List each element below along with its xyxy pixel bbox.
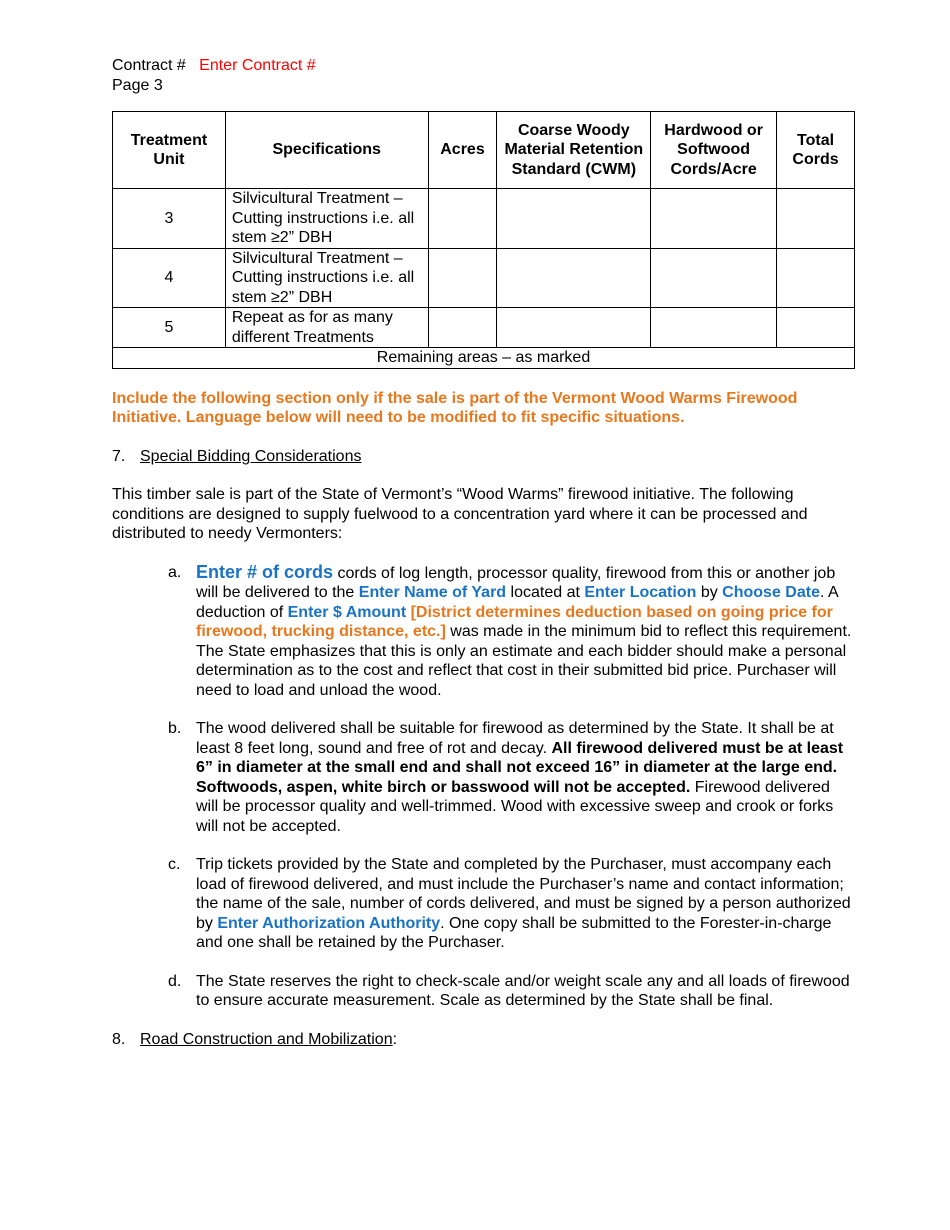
item-marker: d. [168,972,182,990]
cell-total-cords[interactable] [777,189,855,249]
item-marker: a. [168,563,182,581]
table-row [113,308,855,348]
col-header-total-cords: Total Cords [777,112,855,189]
cell-cords-per-acre[interactable] [651,248,777,308]
authorization-authority-field[interactable]: Enter Authorization Authority [217,914,441,932]
item-text: was made in the minimum bid to reflect this requirement. The State emphasizes that this is only an estimate and each bidder should make a personal determination as to the cost and reflect that cost in their submitted bid price. Purchaser will need to load and unload the wood. [196,623,852,699]
wood-warms-instruction: Include the following section only if the sale is part of the Vermont Wood Warms Firewood Initiative. Language below will need to be modified to fit specific situations. [112,389,798,426]
col-header-cwm: Coarse Woody Material Retention Standard (CWM) [497,112,651,189]
item-text: The wood delivered shall be suitable for firewood as determined by the State. It shall be at least 8 feet long, sound and free of rot and decay. [196,720,834,757]
cords-field[interactable]: Enter # of cords [196,561,334,582]
cell-cords-per-acre[interactable] [651,308,777,348]
col-header-treatment-unit: Treatment Unit [113,112,226,189]
cell-unit: 5 [113,308,226,348]
conditions-list [112,563,856,1011]
cell-total-cords[interactable] [777,248,855,308]
col-header-cords-per-acre: Hardwood or Softwood Cords/Acre [651,112,777,189]
cell-total-cords[interactable] [777,308,855,348]
table-row [113,189,855,249]
cell-cwm[interactable] [497,189,651,249]
table-row [113,248,855,308]
contract-label: Contract # [112,57,186,74]
table-header-row [113,112,855,189]
item-text: Firewood delivered will be processor quality and well-trimmed. Wood with excessive sweep and crook or forks will not be accepted. [196,778,834,835]
col-header-acres: Acres [428,112,497,189]
district-note: [District determines deduction based on going price for firewood, trucking distance, etc.] [196,603,833,640]
page-number: Page 3 [112,76,163,94]
location-field[interactable]: Enter Location [584,584,697,601]
cell-unit: 3 [113,189,226,249]
section-suffix: : [392,1030,398,1048]
section-7-heading [112,447,856,467]
amount-field[interactable]: Enter $ Amount [287,603,407,621]
list-item-c [112,855,856,953]
item-text: cords of log length, processor quality, firewood from this or another job will be delivered to the [196,564,836,601]
section-title: Special Bidding Considerations [140,447,362,465]
document-page [112,56,856,1049]
item-marker: b. [168,720,182,737]
item-text: by [696,584,723,601]
yard-name-field[interactable]: Enter Name of Yard [358,584,507,601]
cell-acres[interactable] [428,248,497,308]
section-title: Road Construction and Mobilization [140,1030,393,1048]
section-8-heading [112,1030,856,1050]
item-text: . One copy shall be submitted to the Forester-in-charge and one shall be retained by the Purchaser. [196,914,832,951]
diameter-requirement: All firewood delivered must be at least 6” in diameter at the small end and shall not exceed 16” in diameter at the large end. Softwoods, aspen, white birch or basswood will not be accepted. [196,739,844,796]
cell-cords-per-acre[interactable] [651,189,777,249]
cell-spec: Silvicultural Treatment – Cutting instructions i.e. all stem ≥2” DBH [225,189,428,249]
remaining-areas-row [113,348,855,369]
date-picker-field[interactable]: Choose Date [722,584,820,601]
section-number: 7. [112,447,126,465]
cell-cwm[interactable] [497,308,651,348]
treatment-table [112,111,855,369]
contract-number-field[interactable]: Enter Contract # [199,57,316,74]
cell-cwm[interactable] [497,248,651,308]
cell-acres[interactable] [428,308,497,348]
list-item-d [112,972,856,1011]
list-item-a [112,563,856,701]
item-text: The State reserves the right to check-scale and/or weight scale any and all loads of firewood to ensure accurate measurement. Scale as determined by the State shall be final. [196,972,850,1009]
cell-unit: 4 [113,248,226,308]
remaining-areas-cell: Remaining areas – as marked [113,348,855,369]
cell-spec: Repeat as for as many different Treatments [225,308,428,348]
cell-spec: Silvicultural Treatment – Cutting instructions i.e. all stem ≥2” DBH [225,248,428,308]
cell-acres[interactable] [428,189,497,249]
intro-paragraph: This timber sale is part of the State of Vermont’s “Wood Warms” firewood initiative. The following conditions are designed to supply fuelwood to a concentration yard where it can be processed and distributed to needy Vermonters: [112,486,808,542]
contract-line [112,56,856,76]
item-text: Trip tickets provided by the State and completed by the Purchaser, must accompany each load of firewood delivered, and must include the Purchaser’s name and contact information; the name of the sale, number of cords delivered, and must be signed by a person authorized by [196,856,851,932]
item-text: located at [506,584,585,601]
list-item-b [112,719,856,836]
col-header-specifications: Specifications [225,112,428,189]
item-marker: c. [168,856,181,873]
item-text: . A deduction of [196,584,838,621]
section-number: 8. [112,1030,126,1048]
